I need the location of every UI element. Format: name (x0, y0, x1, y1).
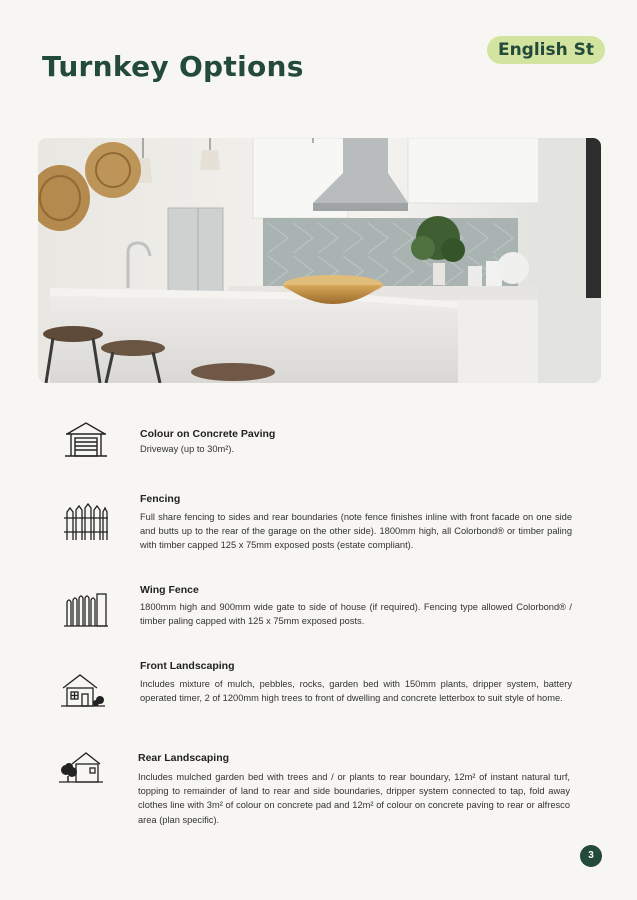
item-title: Fencing (140, 493, 181, 505)
kitchen-photo (38, 138, 601, 383)
item-description: Full share fencing to sides and rear boundaries (note fence finishes inline with front facade on one side and butts up to the rear of the garage on the other side). 1800mm high, all Colorbond® or timber paling with timber capped 125 x 75mm exposed posts (estate compliant). (140, 512, 572, 551)
item-title: Rear Landscaping (138, 752, 230, 764)
item-description: 1800mm high and 900mm wide gate to side of house (if required). Fencing type allowed Colorbond® / timber paling capped with 125 x 75mm exposed posts. (140, 602, 572, 627)
page-number: 3 (580, 845, 602, 867)
garage-icon (63, 420, 109, 460)
item-title: Wing Fence (140, 584, 199, 596)
house-front-icon (60, 670, 106, 710)
estate-badge: English St (487, 36, 605, 64)
picket-fence-icon (63, 502, 109, 542)
item-title: Front Landscaping (140, 660, 235, 672)
item-title: Colour on Concrete Paving (140, 428, 276, 440)
wing-fence-icon (63, 588, 109, 628)
item-description: Includes mixture of mulch, pebbles, rocks, garden bed with 150mm plants, dripper system, battery operated timer, 2 of 1200mm high trees to front of dwelling and concrete letterbox to suit style of home. (140, 679, 572, 704)
page-title: Turnkey Options (42, 50, 304, 83)
item-description: Includes mulched garden bed with trees and / or plants to rear boundary, 12m² of instant natural turf, topping to remainder of land to rear and side boundaries, dripper system connected to tap, fold away clothes line with 3m² of colour on concrete pad and 12m² of colour on concrete paving to rear or alfresco area (plan specific). (138, 772, 570, 825)
item-description: Driveway (up to 30m²). (140, 444, 235, 454)
house-rear-icon (58, 748, 104, 788)
